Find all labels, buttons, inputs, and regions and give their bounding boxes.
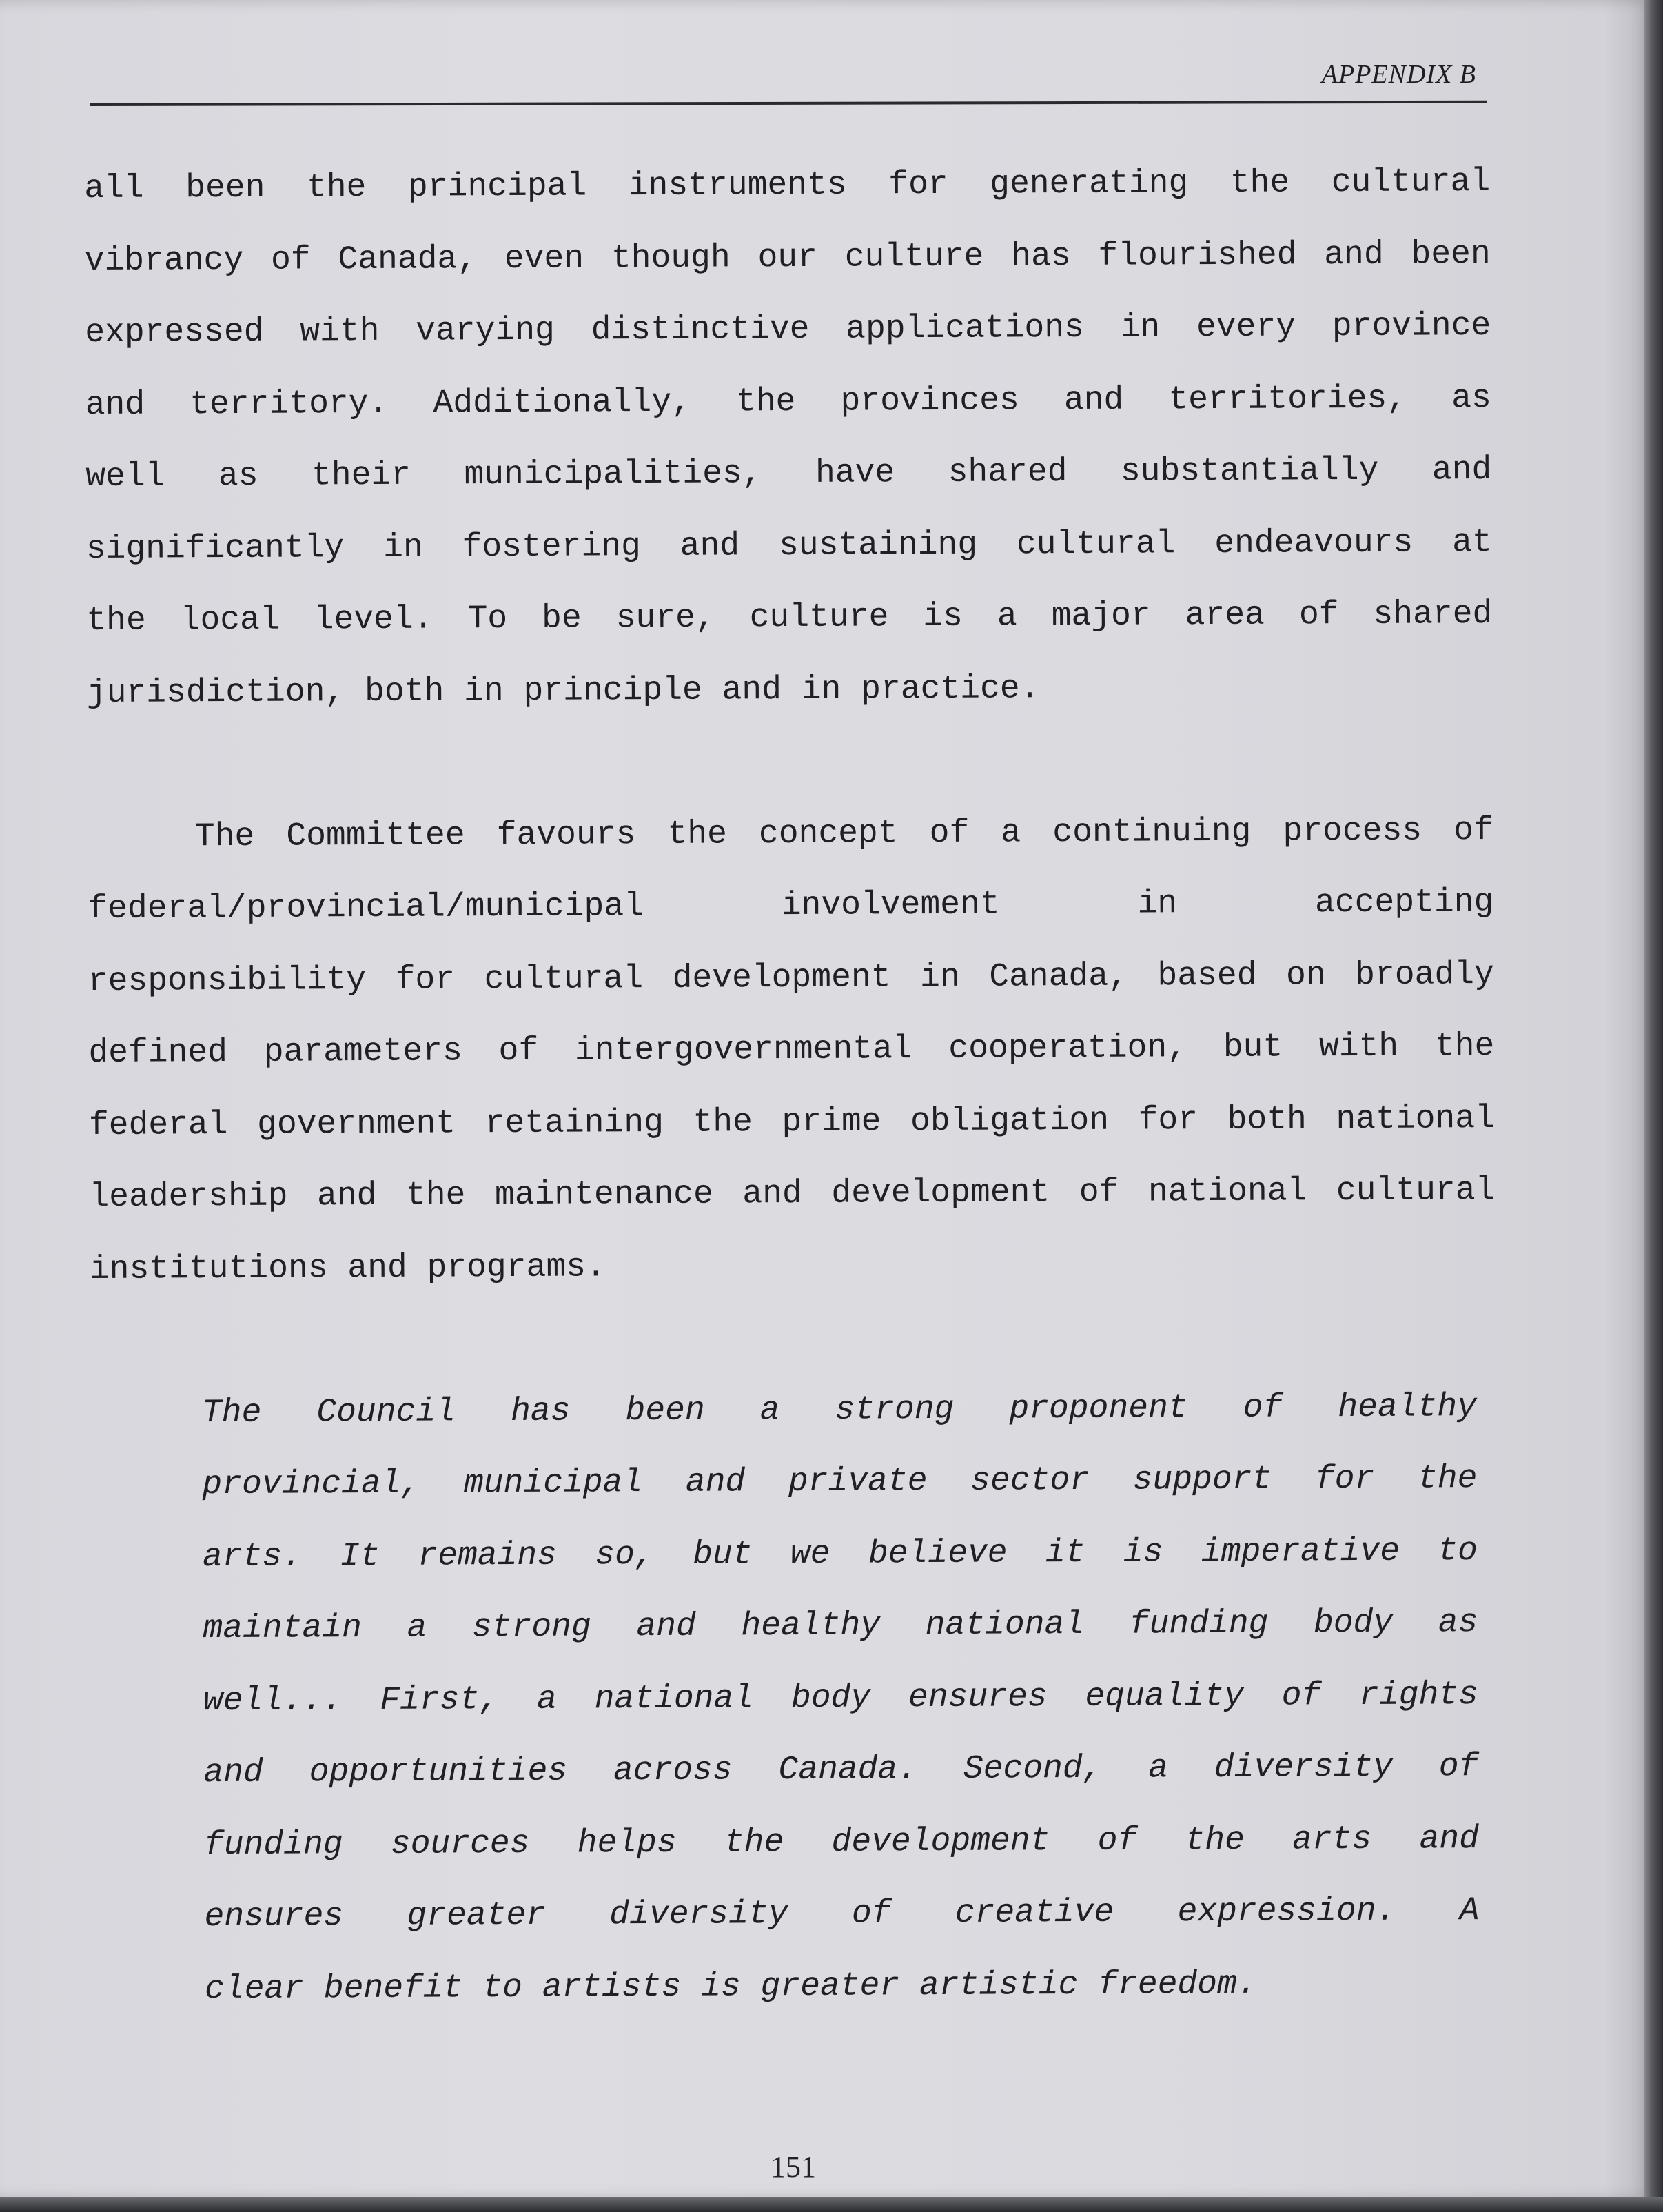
text-line: all been the principal instruments for generating the cultural [84, 163, 1491, 207]
text-line: federal/provincial/municipal involvement in accepting [88, 884, 1494, 928]
text-line: well as their municipalities, have shared substantially and [85, 451, 1492, 496]
running-head: APPENDIX B [1321, 60, 1476, 89]
text-line: vibrancy of Canada, even though our culture has flourished and been [84, 235, 1491, 280]
text-line: leadership and the maintenance and development of national cultural [89, 1172, 1496, 1216]
quote-line: ensures greater diversity of creative expression. A [204, 1892, 1480, 1936]
page-bottom-edge [0, 2197, 1663, 2212]
text-line: and territory. Additionally, the provinces and territories, as [85, 379, 1491, 424]
page-edge-shadow [1644, 0, 1663, 2212]
text-line: the local level. To be sure, culture is a major area of shared [86, 596, 1493, 640]
quote-line: and opportunities across Canada. Second, a diversity of [203, 1748, 1479, 1792]
text-line: expressed with varying distinctive applications in every province [85, 307, 1491, 352]
paragraph-cultural-vibrancy [84, 146, 1493, 729]
quote-line: The Council has been a strong proponent of healthy [201, 1388, 1478, 1432]
quote-line: arts. It remains so, but we believe it is imperative to [202, 1532, 1478, 1576]
text-line: The Committee favours the concept of a continuing process of [194, 811, 1493, 855]
quote-line: clear benefit to artists is greater artistic freedom. [204, 1965, 1257, 2008]
text-line: institutions and programs. [89, 1248, 606, 1288]
page-number: 151 [771, 2150, 816, 2184]
text-line: defined parameters of intergovernmental cooperation, but with the [88, 1028, 1495, 1072]
quote-line: well... First, a national body ensures equality of rights [203, 1676, 1479, 1720]
text-line: significantly in fostering and sustaining cultural endeavours at [85, 523, 1492, 568]
text-line: responsibility for cultural development in Canada, based on broadly [88, 955, 1494, 1000]
block-quotation [202, 1371, 1480, 2026]
quote-line: maintain a strong and healthy national funding body as [203, 1604, 1478, 1648]
body-text [84, 146, 1499, 2026]
header-rule [90, 101, 1487, 106]
text-line: jurisdiction, both in principle and in practice. [86, 669, 1040, 712]
quote-line: provincial, municipal and private sector support for the [202, 1460, 1478, 1504]
quote-line: funding sources helps the development of the arts and [203, 1820, 1480, 1864]
text-line: federal government retaining the prime obligation for both national [88, 1099, 1496, 1144]
paragraph-committee-recommendation [88, 795, 1496, 1306]
